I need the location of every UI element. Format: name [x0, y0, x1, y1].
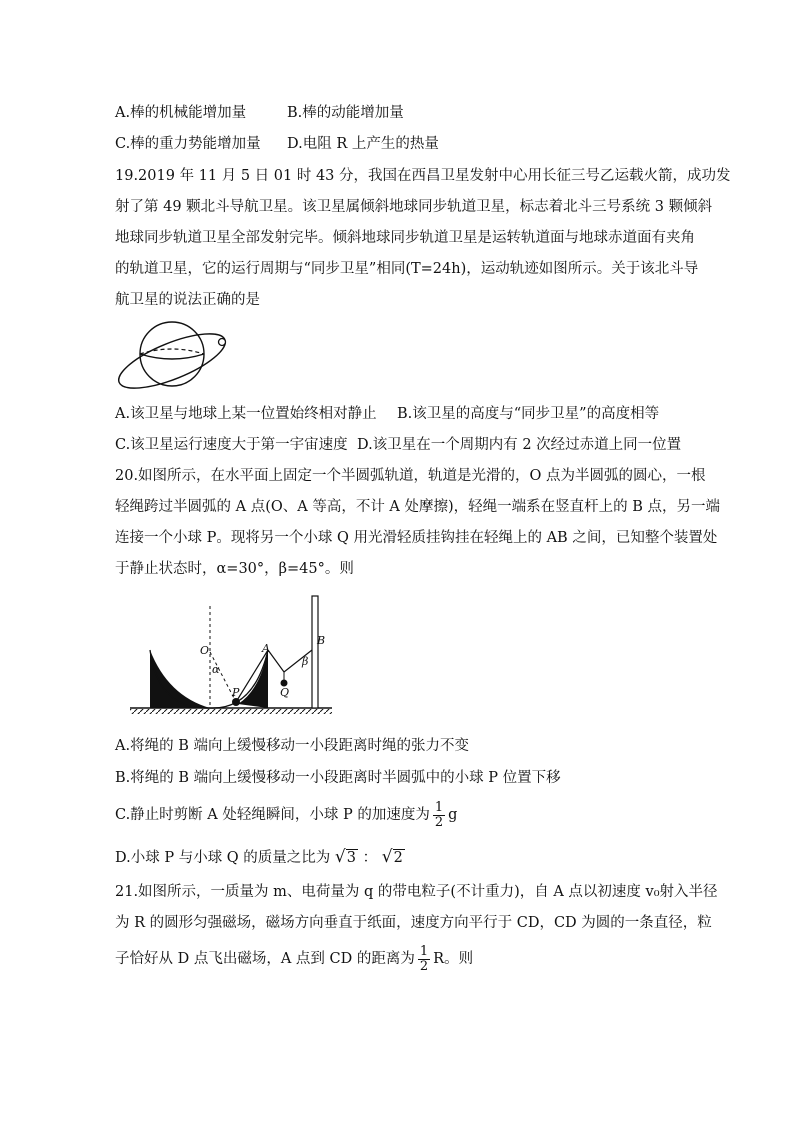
q19-option-d[interactable]: D.该卫星在一个周期内有 2 次经过赤道上同一位置: [357, 437, 682, 453]
equator-front: [140, 354, 204, 359]
label-alpha: α: [212, 663, 220, 676]
track-left-block: [150, 650, 210, 708]
ratio-colon: ：: [362, 850, 378, 866]
satellite-orbit-figure: [112, 318, 232, 394]
track-right-block: [238, 650, 268, 708]
q20-stem-line-2: 轻绳跨过半圆弧的 A 点(O、A 等高，不计 A 处摩擦)，轻绳一端系在竖直杆上的 B 点，另一端: [115, 499, 721, 515]
ball-p: [232, 698, 240, 706]
q19-stem-line-3: 地球同步轨道卫星全部发射完毕。倾斜地球同步轨道卫星是运转轨道面与地球赤道面有夹角: [115, 230, 695, 246]
vertical-pole: [312, 596, 318, 708]
q19-option-a[interactable]: A.该卫星与地球上某一位置始终相对静止: [115, 406, 377, 422]
sqrt-2: √2: [381, 847, 403, 867]
fraction-half: $\frac{1}{2}$: [434, 799, 444, 830]
satellite-dot: [219, 339, 226, 346]
q20-option-b[interactable]: B.将绳的 B 端向上缓慢移动一小段距离时半圆弧中的小球 P 位置下移: [115, 770, 561, 786]
q20-option-c-text: C.静止时剪断 A 处轻绳瞬间，小球 P 的加速度为: [115, 807, 430, 823]
label-b: B: [317, 634, 326, 647]
q19-stem-line-5: 航卫星的说法正确的是: [115, 292, 260, 308]
q21-stem-line-2: 为 R 的圆形匀强磁场，磁场方向垂直于纸面，速度方向平行于 CD，CD 为圆的一条直径，粒: [115, 915, 712, 931]
semicircle-rope-figure: [128, 592, 340, 720]
q18-option-c[interactable]: C.棒的重力势能增加量: [115, 136, 261, 152]
label-p: P: [232, 686, 240, 699]
q20-option-a[interactable]: A.将绳的 B 端向上缓慢移动一小段距离时绳的张力不变: [115, 738, 469, 754]
q19-stem-line-4: 的轨道卫星，它的运行周期与“同步卫星”相同(T=24h)，运动轨迹如图所示。关于该北斗导: [115, 261, 699, 277]
label-q: Q: [280, 686, 290, 699]
sqrt-3: √3: [334, 847, 356, 867]
q18-option-a[interactable]: A.棒的机械能增加量: [115, 105, 247, 121]
q21-stem-line-1: 21.如图所示，一质量为 m、电荷量为 q 的带电粒子(不计重力)，自 A 点以初速度 v₀射入半径: [115, 884, 718, 900]
q20-stem-line-1: 20.如图所示，在水平面上固定一个半圆弧轨道，轨道是光滑的，O 点为半圆弧的圆心，一根: [115, 468, 706, 484]
q19-option-b[interactable]: B.该卫星的高度与“同步卫星”的高度相等: [397, 406, 660, 422]
q20-option-d-text: D.小球 P 与小球 Q 的质量之比为: [115, 850, 331, 866]
q18-option-b[interactable]: B.棒的动能增加量: [287, 105, 404, 121]
q20-option-c-unit: g: [448, 807, 458, 823]
earth-circle: [140, 322, 204, 386]
q20-option-d[interactable]: [115, 845, 405, 870]
label-o: O: [200, 644, 210, 657]
q19-option-c[interactable]: C.该卫星运行速度大于第一宇宙速度: [115, 437, 348, 453]
q20-stem-line-3: 连接一个小球 P。现将另一个小球 Q 用光滑轻质挂钩挂在轻绳上的 AB 之间，已知整个装置处: [115, 530, 718, 546]
q19-stem-line-2: 射了第 49 颗北斗导航卫星。该卫星属倾斜地球同步轨道卫星，标志着北斗三号系统 3 颗倾斜: [115, 199, 713, 215]
q19-stem-line-1: 19.2019 年 11 月 5 日 01 时 43 分，我国在西昌卫星发射中心用长征三号乙运载火箭，成功发: [115, 168, 731, 184]
label-beta: β: [302, 655, 309, 668]
ground-hatch: [130, 709, 332, 714]
q20-stem-line-4: 于静止状态时，α=30°，β=45°。则: [115, 561, 354, 577]
fraction-half-r: $\frac{1}{2}$: [419, 943, 429, 974]
label-a: A: [262, 642, 270, 655]
q20-option-c[interactable]: [115, 798, 457, 832]
q18-option-d[interactable]: D.电阻 R 上产生的热量: [287, 136, 439, 152]
q21-stem-line-3: 子恰好从 D 点飞出磁场，A 点到 CD 的距离为 $\frac{1}{2}$ R。则: [115, 943, 474, 974]
